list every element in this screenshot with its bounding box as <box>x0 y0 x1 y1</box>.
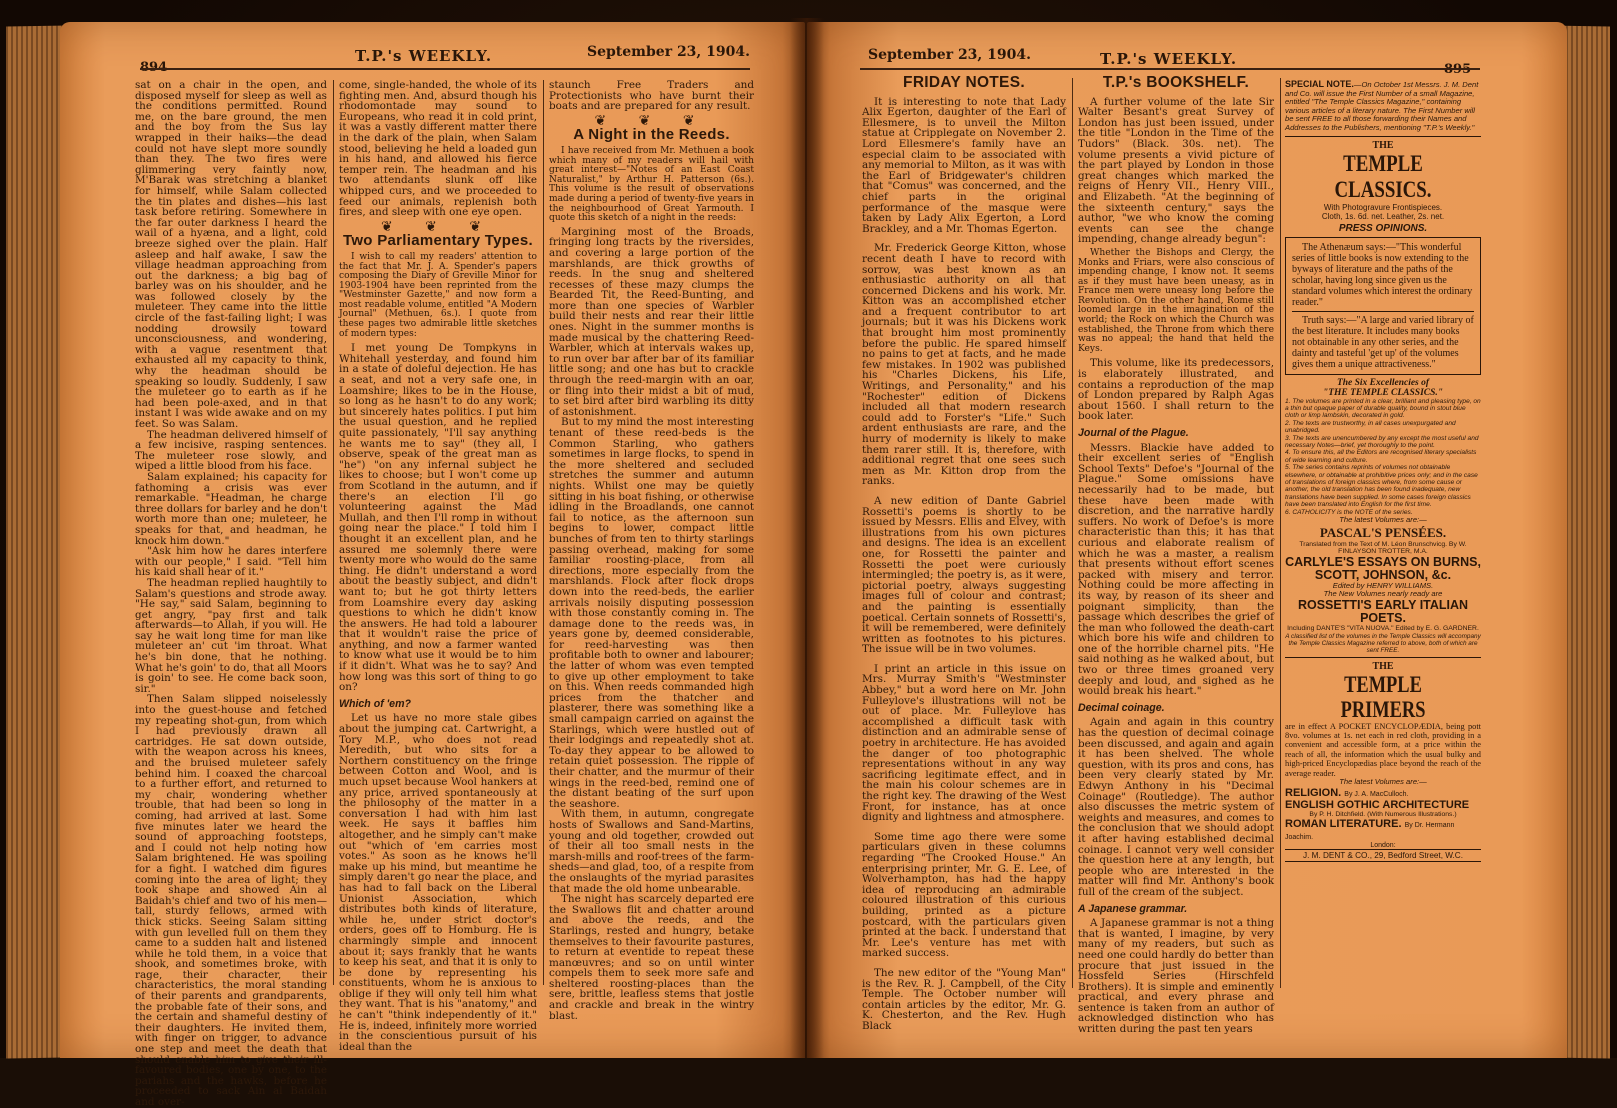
right-date: September 23, 1904. <box>868 47 1032 63</box>
subheading-japanese: A Japanese grammar. <box>1078 902 1188 915</box>
story-continuation: come, single-handed, the whole of its fighting men. And, absurd though his rhodomontade may sound to Europeans, who read it in cold print, it was a vastly different matter there in the dark of the plain, when Salam stood, believing he held a loaded gun in his hand, and allowed his fierce temper rein. The headman and his two attendants slunk off like whipped curs, and we proceeded to feed our animals, replenish both fires, and sleep with one eye open. <box>339 79 537 219</box>
religion-author: By J. A. MacCulloch. <box>1344 790 1409 798</box>
gothic-title: ENGLISH GOTHIC ARCHITECTURE <box>1285 798 1470 811</box>
the-label: THE <box>1372 660 1394 672</box>
excellency-item: 5. The series contains reprints of volumes not obtainable elsewhere, or obtainable at prohibitive prices only; and in the case of translations of foreign classics where, from some cause or another, the old translation has been found inadequate, new translations have been supplied. In some cases foreign classics have been translated into English for the first time. <box>1285 464 1478 509</box>
latest-volumes-label: The latest Volumes are:— <box>1339 515 1427 525</box>
temple-primers-title: TEMPLE PRIMERS <box>1340 671 1426 722</box>
note-paragraph: The new editor of the "Young Man" is the Rev. R. J. Campbell, of the City Temple. The October number will contain articles by the editor, Mr. G. K. Chesterton, and the Rev. Hugh Black <box>862 966 1066 1032</box>
special-note-text: —On October 1st Messrs. J. M. Dent and Co. will issue the First Number of a small Magazine, entitled "The Temple Classics Magazine," containing various articles of a literary nature. The First Number will be sent FREE to all those forwarding their Names and Addresses to the Publishers, mentioning "T.P.'s Weekly." <box>1285 80 1479 132</box>
ad-rule <box>1285 136 1481 137</box>
note-paragraph: It is interesting to note that Lady Alix Egerton, daughter of the Earl of Ellesmere, is to unveil the Milton statue at Cripplegate on November 2. Lord Ellesmere's family have an especial claim to be associated with any memorial to Milton, as it was with the Earl of Bridgewater's children that "Comus" was concerned, and the chief parts in the original performance of the masque were taken by Lady Alix Egerton, a Lord Brackley, and a Mr. Thomas Egerton. <box>862 95 1066 235</box>
gothic-author: By P. H. Ditchfield. (With Numerous Illustrations.) <box>1309 810 1457 818</box>
excellency-item: 4. To ensure this, all the Editors are recognised literary specialists of wide learning and culture. <box>1285 449 1477 464</box>
excellency-item: 6. CATHOLICITY is the NOTE of the series. <box>1285 508 1413 516</box>
note-paragraph: Some time ago there were some particulars given in these columns regarding "The Crooked House." An enterprising printer, Mr. G. E. Lee, of Wolverhampton, has had the happy idea of reproducing an admirable coloured illustration of this curious building, printed as a picture postcard, with the particulars given printed at the back. I understand that Mr. Lee's venture has met with marked success. <box>862 830 1066 960</box>
roman-title: ROMAN LITERATURE. <box>1285 817 1402 830</box>
right-header-rule <box>860 68 1480 70</box>
left-date: September 23, 1904. <box>587 44 751 60</box>
column-rule <box>1072 78 1073 988</box>
pascal-subtitle: Translated from the Text of M. Léon Brunschvicg. By W. FINLAYSON TROTTER, M.A. <box>1299 540 1467 556</box>
review-paragraph: This volume, like its predecessors, is elaborately illustrated, and contains a reproduction of the map of London prepared by Ralph Agas about 1560. I shall return to the book later. <box>1078 357 1274 423</box>
press-opinions: PRESS OPINIONS. <box>1338 222 1428 234</box>
review-paragraph: A further volume of the late Sir Walter Besant's great Survey of London has just been issued, under the title "London in the Time of the Tudors" (Black. 30s. net). The volume presents a vivid picture of the part played by London in those great changes which marked the reigns of Henry VII., Henry VIII., and Elizabeth. "At the beginning of the sixteenth century," says the author, "we who know the coming events can see the change impending, change already begun": <box>1078 95 1274 246</box>
rossetti-subtitle: Including DANTE'S "VITA NUOVA." Edited by E. G. GARDNER. <box>1287 625 1479 633</box>
excellencies-list <box>1285 398 1481 517</box>
pascal-title: PASCAL'S PENSÉES. <box>1319 524 1447 540</box>
article-continuation: staunch Free Traders and Protectionists who have burnt their boats and are prepared for any result. <box>549 79 754 113</box>
carlyle-title: CARLYLE'S ESSAYS ON BURNS, SCOTT, JOHNSON, &c. <box>1285 554 1481 582</box>
note-paragraph: Mr. Frederick George Kitton, whose recent death I have to record with sorrow, was best known as an enthusiastic authority on all that concerned Dickens and his work. Mr. Kitton was an accomplished etcher and a frequent contributor to art journals; but it was his Dickens work that brought him most prominently before the public. He spared himself no pains to get at facts, and he made few mistakes. In 1902 was published his "Charles Dickens, his Life, Writings, and Personality," and his "Rochester" edition of Dickens included all that modern research could add to Forster's "Life." Such ardent enthusiasts are rare, and the hurry of modernity is likely to make them rarer still. It is, therefore, with additional regret that one sees such men as Mr. Kitton drop from the ranks. <box>862 242 1066 488</box>
left-page-edges <box>6 25 68 1058</box>
article-paragraph: With them, in autumn, congregate hosts of Swallows and Sand-Martins, young and old together, crowded out of their all too small nests in the marsh-mills and roof-trees of the farm-sheds—and glad, too, of a respite from the onslaughts of the myriad parasites that made the old home unbearable. <box>549 808 754 895</box>
review-paragraph: A Japanese grammar is not a thing that is wanted, I imagine, by very many of my readers, but such as need one could hardly do better than procure that just issued in the Hossfeld Series (Hirschfeld Brothers). It is simple and eminently practical, and every phrase and sentence is taken from an author of acknowledged distinction who has written during the past ten years <box>1078 917 1274 1036</box>
opinion-box <box>1285 237 1481 375</box>
special-note-label: SPECIAL NOTE. <box>1285 79 1354 89</box>
column-rule <box>1280 78 1281 988</box>
story-paragraph: The headman delivered himself of a few incisive, rasping sentences. The muleteer rose slowly, and wiped a little blood from his face. <box>135 428 327 473</box>
left-column-3 <box>549 79 754 1022</box>
story-paragraph: sat on a chair in the open, and disposed myself for sleep as well as the conditions permitted. Round me, on the bare ground, the men and the boy from the Sus lay wrapped in their haiks—the dead could not have slept more soundly than they. The two fires were glimmering very faintly now, M'Barak was stretching a blanket for himself, while Salam collected the tin plates and dishes—his last task before retiring. Somewhere in the far outer darkness I heard the wail of a hyæna, and a light, cold breeze sighed over the plain. Half asleep and half awake, I saw the village headman approaching from out the darkness; a big bag of barley was on his shoulder, and he was followed closely by the muleteer. They came into the little circle of the fast-failing light; I was nodding drowsily toward unconsciousness, and wondering, with a vague resentment that exhausted all my capacity to think, why the headman should be speaking so loudly. Suddenly, I saw the muleteer go to earth as if he had been pole-axed, and in that instant I was wide awake and on my feet. So was Salam. <box>135 79 327 430</box>
note-paragraph: A new edition of Dante Gabriel Rossetti's poems is shortly to be issued by Messrs. Ellis and Elvey, with illustrations from his own pictures and designs. The idea is an excellent one, for Rossetti the painter and Rossetti the poet were curiously intermingled; the poetry is, as it were, pictorial poetry, always suggesting images full of colour and contrast; and the painting is essentially poetical. Certain sonnets of Rossetti's, it will be remembered, were definitely written as footnotes to his pictures. The issue will be in two volumes. <box>862 494 1066 656</box>
article-title-parliamentary: Two Parliamentary Types. <box>342 232 534 250</box>
section-title-bookshelf: T.P.'s BOOKSHELF. <box>1102 74 1250 91</box>
excellency-item: 1. The volumes are printed in a clear, brilliant and pleasing type, on a thin but opaque paper of durable quality, bound in stout blue cloth or limp lambskin, decorated in gold. <box>1285 397 1481 420</box>
left-column-1 <box>135 79 327 1108</box>
column-rule <box>543 80 544 985</box>
temple-classics-title: TEMPLE CLASSICS. <box>1334 150 1432 202</box>
article-paragraph: The night has scarcely departed ere the Swallows flit and chatter around and above the reeds, and the Starlings, rested and hungry, betake themselves to their favourite pastures, to return at eventide to repeat these manœuvres; and so on until winter compels them to seek more safe and sheltered roosting-places than the sere, brittle, leafless stems that jostle and crackle and break in the wintry blast. <box>549 893 754 1022</box>
religion-title: RELIGION. <box>1285 786 1342 799</box>
article-paragraph: But to my mind the most interesting tenant of these reed-beds is the Common Starling, who gathers sometimes in large flocks, to spend in the more sheltered and secluded stretches the summer and autumn nights. Whilst one may be quietly sitting in his boat fishing, or otherwise idling in the Broadlands, one cannot fail to notice, as the afternoon sun begins to lower, compact little bunches of from ten to thirty starlings passing overhead, making for some familiar roosting-place, from all directions, more especially from the marshlands. Flock after flock drops down into the reed-beds, the earlier arrivals noisily disputing possession with those constantly coming in. The damage done to the reeds was, in years gone by, deemed considerable, for reed-harvesting was then profitable both to owner and labourer; the latter of whom was even tempted to give up other employment to take on this. When reeds commanded high prices from the thatcher and plasterer, there was something like a small campaign carried on against the Starlings, which were hustled out of their lodgings and repeatedly shot at. To-day they appear to be allowed to retain quiet possession. The ripple of their chatter, and the murmur of their wings in the reed-bed, remind one of the distant beating of the surf upon the seashore. <box>549 416 754 810</box>
right-journal-title: T.P.'s WEEKLY. <box>1100 50 1238 68</box>
left-header-rule <box>140 68 750 70</box>
rossetti-title: ROSSETTI'S EARLY ITALIAN POETS. <box>1297 598 1469 626</box>
opinion-athenaeum: The Athenæum says:—"This wonderful series of little books is now extending to the byways of literature and the paths of the scholar, having long since given us the standard volumes which interest the ordinary reader." <box>1292 241 1473 308</box>
advertisement-dent <box>1285 80 1481 985</box>
article-intro: I wish to call my readers' attention to the fact that Mr. J. A. Spender's papers composing the Diary of Greville Minor for 1903-1904 have been reprinted from the "Westminster Gazette," and now form a most readable volume, entitled "A Modern Journal" (Methuen, 6s.). I quote from these pages two admirable little sketches of modern types: <box>339 251 537 339</box>
six-excellencies-title: The Six Excellencies of <box>1336 377 1430 388</box>
book-gutter <box>790 18 824 1058</box>
left-running-header <box>140 42 760 68</box>
note-paragraph: I print an article in this issue on Mrs. Murray Smith's "Westminster Abbey," but a word here on Mr. John Fulleylove's illustrations will not be out of place. Mr. Fulleylove has accomplished a difficult task with distinction and an admirable sense of poetry in architecture. He has avoided the danger of too photographic representations without in any way sacrificing legitimate effect, and in the main his colour schemes are in the right key. The drawing of the West Front, for instance, has at once dignity and lightness and atmosphere. <box>862 662 1066 824</box>
london-label: London: <box>1370 841 1396 849</box>
subheading-which-of-em: Which of 'em? <box>339 697 411 710</box>
right-column-1 <box>862 74 1066 1032</box>
subheading-plague: Journal of the Plague. <box>1078 427 1189 439</box>
six-excellencies-name: "THE TEMPLE CLASSICS." <box>1322 387 1444 398</box>
special-note <box>1285 80 1481 133</box>
article-title-reeds: A Night in the Reeds. <box>573 126 730 144</box>
the-label: THE <box>1372 139 1394 151</box>
left-journal-title: T.P.'s WEEKLY. <box>355 47 493 65</box>
opinion-truth: Truth says:—"A large and varied library of the best literature. It includes many books not obtainable in any other series, and the dainty and tasteful 'get up' of the volumes gives them a unique attractiveness." <box>1292 314 1474 370</box>
subheading-decimal: Decimal coinage. <box>1078 701 1165 714</box>
section-ornament: ❦ ❦ ❦ <box>594 112 709 129</box>
review-paragraph: Messrs. Blackie have added to their excellent series of "English School Texts" Defoe's "Journal of the Plague." Some omissions have necessarily had to be made, but these have been made with discretion, and the narrative hardly suffers. No work of Defoe's is more characteristic than this; it has that curious and elaborate realism of which he was a master, a realism that presents without effort scenes packed with misery and terror. Nothing could be more affecting in its way, by reason of its sheer and poignant simplicity, than the passage which describes the grief of the man who followed the death-cart which bore his wife and children to one of the horrible charnel pits. "He said nothing as he walked about, but two or three times groaned very deeply and loud, and sighed as he would break his heart." <box>1078 441 1274 698</box>
review-paragraph: Again and again in this country has the question of decimal coinage been discussed, and again and again it has been shelved. The whole question, with its pros and cons, has been very clearly stated by Mr. Edwyn Anthony in his "Decimal Coinage" (Routledge). The author also discusses the metric system of weights and measures, and comes to the conclusion that we should adopt it after having established decimal coinage. I cannot very well consider the question here at any length, but people who are interested in the matter will find Mr. Anthony's book full of the cream of the subject. <box>1078 716 1274 898</box>
classics-subtitle: With Photogravure Frontispieces. <box>1323 202 1443 212</box>
article-paragraph: I met young De Tompkyns in Whitehall yesterday, and found him in a state of doleful dejection. He has a seat, and not a very safe one, in Loamshire; likes to be in the House, so long as he hasn't to do any work; but sincerely hates politics. I put him the usual question, and he replied quite passionately, "I'll say anything he wants me to say" (they all, I observe, speak of the great man as "he") "on any infernal subject he likes to choose; but I won't come up from Scotland in the autumn, and if there's an election I'll go volunteering against the Mad Mullah, and then I'll romp in without going near the place." I told him I thought it an excellent plan, and he assured me solemnly there were twenty more who would do the same thing. He didn't understand a word about the beastly subject, and didn't want to; but he got thirty letters from Loamshire every day asking questions to which he didn't know the answers. He had told a labourer that it wouldn't raise the price of anything, and now a farmer wanted to know what use it would be to him if it didn't. What was he to say? And how long was this sort of thing to go on? <box>339 342 537 694</box>
review-quote: Whether the Bishops and Clergy, the Monks and Friars, were also conscious of impending change, I know not. It seems as if they must have been uneasy, as in France men were uneasy long before the Revolution. On the other hand, Rome still loomed large in the imagination of the world; the Rock on which the Church was established, the Throne from which there was no appeal; the hand that held the Keys. <box>1078 247 1274 354</box>
story-paragraph: "Ask him how he dares interfere with our people," I said. "Tell him his kaid shall hear of it." <box>135 545 327 579</box>
article-paragraph: Let us have no more stale gibes about the jumping cat. Cartwright, a Tory M.P., who does not read Meredith, but who sits for a Northern constituency on the fringe between Cotton and Wool, and is much upset because Wool hankers at any price, arrived spontaneously at the philosophy of the matter in a conversation I had with him last week. He says it baffles him altogether, and he simply can't make out "which of 'em carries most votes." As soon as he knows he'll make up his mind, but meantime he simply daren't go near the place, and has had to fall back on the Liberal Unionist Association, which distributes both kinds of literature, while he, under strict doctor's orders, goes off to Homburg. He is charmingly simple and innocent about it; says frankly that he wants to keep his seat, and that it is only to be done by representing his constituents, whom he is anxious to oblige if they will only tell him what they want. That is his "anatomy," and he can't "think independently of it." He is, indeed, infinitely more worried in the conscientious pursuit of his ideal than the <box>339 712 537 1053</box>
roman-entry <box>1285 818 1481 842</box>
ad-rule <box>1285 657 1481 658</box>
section-ornament: ❦ ❦ ❦ <box>380 218 496 235</box>
left-column-2 <box>339 79 537 1053</box>
section-title-friday-notes: FRIDAY NOTES. <box>903 74 1025 91</box>
right-running-header <box>868 42 1478 68</box>
story-paragraph: Salam explained; his capacity for fathoming a crisis was ever remarkable. "Headman, he charge three dollars for barley and he don't worth more than one; muleteer, he speaks for that, and headman, he knock him down." <box>135 470 327 547</box>
latest-volumes-label: The latest Volumes are:— <box>1339 777 1427 787</box>
primers-description: are in effect A POCKET ENCYCLOPÆDIA, being pott 8vo. volumes at 1s. net each in red cloth, providing in a convenient and accessible form, at a price within the reach of all, the information which the usual bulky and high-priced Encyclopædias place beyond the reach of the average reader. <box>1285 721 1481 778</box>
roman-author: By Dr. Hermann Joachim. <box>1285 821 1455 841</box>
religion-entry <box>1285 787 1481 799</box>
story-paragraph: Then Salam slipped noiselessly into the guest-house and fetched my repeating shot-gun, from which I had previously drawn all cartridges. He sat down outside, with the weapon across his knees, and the bruised muleteer safely behind him. I coaxed the charcoal to a further effort, and returned to my chair, wondering whether trouble, that had been so long in coming, had arrived at last. Some five minutes later we heard the sound of approaching footsteps, and I could not help noting how Salam brightened. He was spoiling for a fight. I watched dim figures coming into the area of light; they took shape and showed Ain al Baidah's chief and two of his men—tall, sturdy fellows, armed with thick sticks. Seeing Salam sitting with gun levelled full on them they came to a sudden halt and listened while he told them, in a voice that shook, and sometimes broke, with rage, their character, their characteristics, the moral standing of their parents and grandparents, the probable fate of their sons, and the certain and shameful destiny of their daughters. He invited them, with finger on trigger, to advance one step and meet the death that should enable him to give their ill-favoured bodies, one by one, to the pariahs and the hawks, before he proceeded to sack Ain al Baidah and over- <box>135 693 327 1108</box>
column-rule <box>333 80 334 985</box>
right-column-2 <box>1078 74 1274 1036</box>
publisher-address: J. M. DENT & CO., 29, Bedford Street, W.C. <box>1285 849 1481 862</box>
excellency-item: 2. The texts are trustworthy, in all cases unexpurgated and unabridged. <box>1285 419 1456 435</box>
classics-price: Cloth, 1s. 6d. net. Leather, 2s. net. <box>1321 211 1445 221</box>
story-paragraph: The headman replied haughtily to Salam's questions and strode away. "He say," said Salam, beginning to get angry, "pay first and talk afterwards—to Allah, if you will. He say he wait long time for man like muleteer an' cut 'im throat. What he's bin done, that he nothing. What he's goin' to do, that all Moors is goin' to see. He come back soon, sir." <box>135 576 327 695</box>
excellency-item: 3. The texts are unencumbered by any except the most useful and necessary Notes—brief, yet thoroughly to the point. <box>1285 434 1479 449</box>
article-intro: I have received from Mr. Methuen a book which many of my readers will hail with great interest—"Notes of an East Coast Naturalist," by Arthur H. Patterson (6s.). This volume is the result of observations made during a period of twenty-five years in the neighbourhood of Great Yarmouth. I quote this sketch of a night in the reeds: <box>549 145 754 224</box>
carlyle-subtitle: Edited by HENRY WILLIAMS. <box>1332 580 1434 590</box>
ad-rule <box>1292 311 1474 312</box>
new-volumes-label: The New Volumes nearly ready are <box>1323 589 1443 599</box>
classified-list-note: A classified list of the volumes in the Temple Classics will accompany the Temple Classics Magazine referred to above, both of which are sent FREE. <box>1285 632 1481 654</box>
article-paragraph: Margining most of the Broads, fringing long tracts by the riversides, and covering a large portion of the marshlands, are thick growths of reeds. In the snug and sheltered recesses of these mazy clumps the Bearded Tit, the Reed-Bunting, and more than one species of Warbler build their nests and rear their little ones. Night in the summer months is made musical by the chattering Reed-Warbler, which at intervals wakes up, to run over bar after bar of its familiar little song; and one has but to crackle through the reed-margin with an oar, or fling into their midst a bit of mud, to set bird after bird warbling its ditty of astonishment. <box>549 225 754 418</box>
